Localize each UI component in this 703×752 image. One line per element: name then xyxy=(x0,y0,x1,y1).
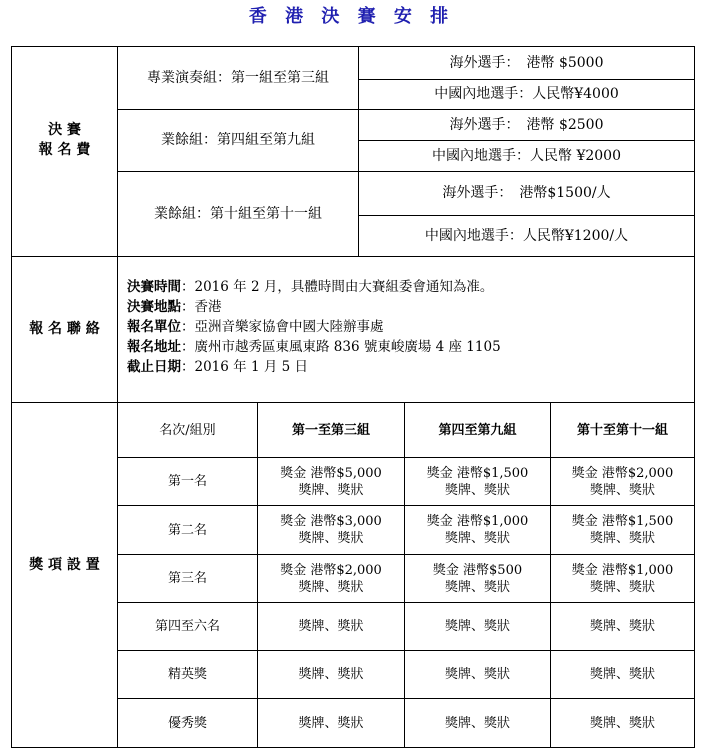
contact-info xyxy=(127,277,501,377)
contact-row xyxy=(127,317,501,337)
contact-value: ：亞洲音樂家協會中國大陸辦事處 xyxy=(181,319,384,335)
award-prize: 獎金 港幣$1,500 xyxy=(426,465,529,481)
award-prize: 獎金 港幣$5,000 xyxy=(280,465,382,481)
award-medal: 獎牌、獎狀 xyxy=(589,531,655,546)
award-medal: 獎牌、獎狀 xyxy=(298,482,364,498)
fee-mainland: 中國內地選手：人民幣 ¥2000 xyxy=(432,147,621,164)
contact-row xyxy=(127,277,501,297)
award-medal: 獎牌、獎狀 xyxy=(444,531,510,546)
schedule-table xyxy=(11,46,695,748)
award-rank: 精英獎 xyxy=(167,667,207,682)
award-cell: 獎牌、獎狀 xyxy=(444,667,510,682)
award-cell xyxy=(405,555,550,602)
fee-overseas: 海外選手： 港幣 $2500 xyxy=(449,116,604,133)
contact-key: 決賽時間 xyxy=(127,279,181,295)
award-cell xyxy=(551,555,694,602)
award-prize: 獎金 港幣$2,000 xyxy=(280,562,382,578)
contact-row xyxy=(127,357,501,377)
fee-label-line2: 報 名 費 xyxy=(38,142,91,158)
award-prize: 獎金 港幣$1,000 xyxy=(426,514,529,529)
award-header-cell: 第一至第三組 xyxy=(291,422,370,438)
award-prize: 獎金 港幣$3,000 xyxy=(280,514,382,529)
award-rank: 優秀獎 xyxy=(167,715,207,731)
fee-label-line1: 決 賽 xyxy=(48,122,81,138)
award-cell: 獎牌、獎狀 xyxy=(298,667,364,682)
award-cell: 獎牌、獎狀 xyxy=(589,667,655,682)
contact-value: ：廣州市越秀區東風東路 836 號東峻廣場 4 座 1105 xyxy=(181,339,501,355)
contact-row xyxy=(127,297,501,317)
contact-value: ：2016 年 2 月，具體時間由大賽組委會通知為准。 xyxy=(181,279,494,295)
fee-overseas: 海外選手： 港幣 $5000 xyxy=(449,54,604,71)
award-medal: 獎牌、獎狀 xyxy=(298,531,364,546)
contact-value: ：2016 年 1 月 5 日 xyxy=(181,359,308,375)
award-rank: 第一名 xyxy=(167,474,207,489)
page-title: 香 港 決 賽 安 排 xyxy=(248,6,455,27)
award-prize: 獎金 港幣$500 xyxy=(432,562,523,578)
contact-section-label: 報 名 聯 絡 xyxy=(29,321,100,337)
award-rank: 第四至六名 xyxy=(154,619,220,634)
award-medal: 獎牌、獎狀 xyxy=(444,482,510,498)
award-cell: 獎牌、獎狀 xyxy=(589,715,655,731)
award-cell xyxy=(405,506,550,554)
fee-category: 業餘組：第十組至第十一組 xyxy=(154,205,322,222)
contact-row xyxy=(127,337,501,357)
award-cell: 獎牌、獎狀 xyxy=(298,619,364,634)
award-cell: 獎牌、獎狀 xyxy=(444,619,510,634)
award-header-cell: 名次/組別 xyxy=(159,422,216,438)
fee-overseas: 海外選手： 港幣$1500/人 xyxy=(442,185,611,201)
fee-category: 專業演奏組：第一組至第三組 xyxy=(147,69,329,86)
award-header-cell: 第十至第十一組 xyxy=(576,422,668,438)
award-cell: 獎牌、獎狀 xyxy=(589,619,655,634)
contact-key: 報名單位 xyxy=(127,319,181,335)
fee-section-label xyxy=(12,120,117,160)
fee-mainland: 中國內地選手：人民幣¥4000 xyxy=(434,86,619,102)
award-section-label: 獎 項 設 置 xyxy=(29,557,100,573)
award-medal: 獎牌、獎狀 xyxy=(298,579,364,595)
contact-key: 截止日期 xyxy=(127,359,181,375)
fee-category: 業餘組：第四組至第九組 xyxy=(161,132,315,148)
award-header-cell: 第四至第九組 xyxy=(438,422,517,438)
section-divider xyxy=(12,256,694,257)
award-cell xyxy=(258,555,404,602)
award-medal: 獎牌、獎狀 xyxy=(589,482,655,498)
contact-value: ：香港 xyxy=(181,299,222,315)
award-cell xyxy=(258,458,404,505)
award-cell: 獎牌、獎狀 xyxy=(298,715,364,731)
award-cell: 獎牌、獎狀 xyxy=(444,715,510,731)
award-cell xyxy=(551,458,694,505)
award-prize: 獎金 港幣$2,000 xyxy=(571,465,674,481)
award-prize: 獎金 港幣$1,500 xyxy=(571,514,674,529)
award-prize: 獎金 港幣$1,000 xyxy=(571,562,674,578)
award-rank: 第二名 xyxy=(167,522,207,538)
award-cell xyxy=(258,506,404,554)
fee-mainland: 中國內地選手：人民幣¥1200/人 xyxy=(424,227,629,244)
award-medal: 獎牌、獎狀 xyxy=(589,579,655,595)
award-rank: 第三名 xyxy=(167,571,207,586)
contact-key: 決賽地點 xyxy=(127,299,181,315)
award-cell xyxy=(405,458,550,505)
award-cell xyxy=(551,506,694,554)
contact-key: 報名地址 xyxy=(127,339,181,355)
award-medal: 獎牌、獎狀 xyxy=(444,579,510,595)
